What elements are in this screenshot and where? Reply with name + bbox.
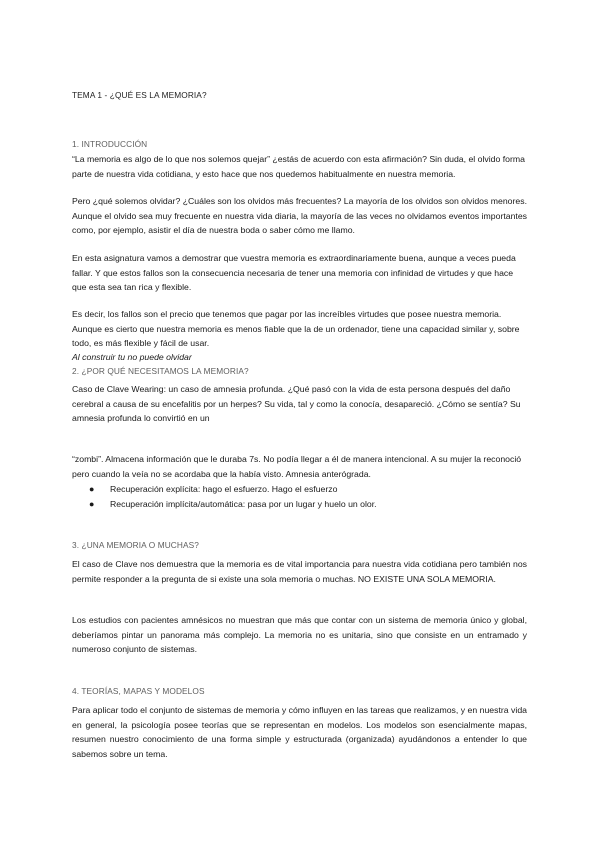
list-item <box>72 482 527 497</box>
paragraph: Para aplicar todo el conjunto de sistemas de memoria y cómo influyen en las tareas que realizamos, y en nuestra vida en general, la psicología posee teorías que se representan en modelos. Los modelos son esencialmente mapas, resumen nuestro conocimiento de una forma simple y estructurada (organizada) ayudándonos a entender lo que sabemos sobre un tema. <box>72 705 527 759</box>
list-item <box>72 497 527 512</box>
paragraph: “zombi”. Almacena información que le duraba 7s. No podía llegar a él de manera intencional. A su mujer la reconoció pero cuando la veía no se acordaba que la había visto. Amnesia anterógrada. <box>72 454 522 479</box>
paragraph: En esta asignatura vamos a demostrar que vuestra memoria es extraordinariamente buena, aunque a veces pueda fallar. Y que estos fallos son la consecuencia necesaria de tener una memoria con infinidad de virtudes y que hace que esta sea tan rica y flexible. <box>72 253 516 292</box>
italic-note: Al construir tu no puede olvidar <box>72 352 192 362</box>
section-heading-introduccion: 1. INTRODUCCIÓN <box>72 139 148 149</box>
paragraph: Caso de Clave Wearing: un caso de amnesia profunda. ¿Qué pasó con la vida de esta persona después del daño cerebral a causa de su encefalitis por un herpes? Su vida, tal y como la conocía, desapareció. ¿Cómo se sentía? Su amnesia profunda lo convirtió en un <box>72 384 521 423</box>
bullet-icon: ● <box>89 498 95 509</box>
paragraph: “La memoria es algo de lo que nos solemos quejar” ¿estás de acuerdo con esta afirmación? Sin duda, el olvido forma parte de nuestra vida cotidiana, y esto hace que nos quedemos habitualmente en nuestra memoria. <box>72 154 525 179</box>
section-heading-por-que: 2. ¿POR QUÉ NECESITAMOS LA MEMORIA? <box>72 366 249 376</box>
section-heading-teorias: 4. TEORÍAS, MAPAS Y MODELOS <box>72 686 205 696</box>
paragraph: Los estudios con pacientes amnésicos no muestran que más que contar con un sistema de memoria único y global, deberíamos pintar un panorama más complejo. La memoria no es unitaria, sino que consiste en un entramado y numeroso conjunto de sistemas. <box>72 615 527 654</box>
document-title: TEMA 1 - ¿QUÉ ES LA MEMORIA? <box>72 90 207 100</box>
section-heading-una-memoria: 3. ¿UNA MEMORIA O MUCHAS? <box>72 540 199 550</box>
bullet-icon: ● <box>89 484 95 494</box>
paragraph: El caso de Clave nos demuestra que la memoria es de vital importancia para nuestra vida cotidiana pero también nos permite responder a la pregunta de si existe una sola memoria o muchas. NO EXISTE UNA SOLA MEMORIA. <box>72 559 527 584</box>
paragraph: Es decir, los fallos son el precio que tenemos que pagar por las increíbles virtudes que posee nuestra memoria. Aunque es cierto que nuestra memoria es menos fiable que la de un ordenador, tiene una capacidad similar y, sobre todo, es más flexible y fácil de usar. <box>72 309 520 348</box>
bullet-list <box>72 482 527 511</box>
paragraph: Pero ¿qué solemos olvidar? ¿Cuáles son los olvidos más frecuentes? La mayoría de los olvidos son olvidos menores. Aunque el olvido sea muy frecuente en nuestra vida diaria, la mayoría de las veces no olvidamos eventos importantes como, por ejemplo, asistir el día de nuestra boda o saber cómo me llamo. <box>72 196 527 235</box>
list-item-text: Recuperación implícita/automática: pasa por un lugar y huelo un olor. <box>110 498 377 509</box>
list-item-text: Recuperación explícita: hago el esfuerzo. Hago el esfuerzo <box>110 484 338 494</box>
